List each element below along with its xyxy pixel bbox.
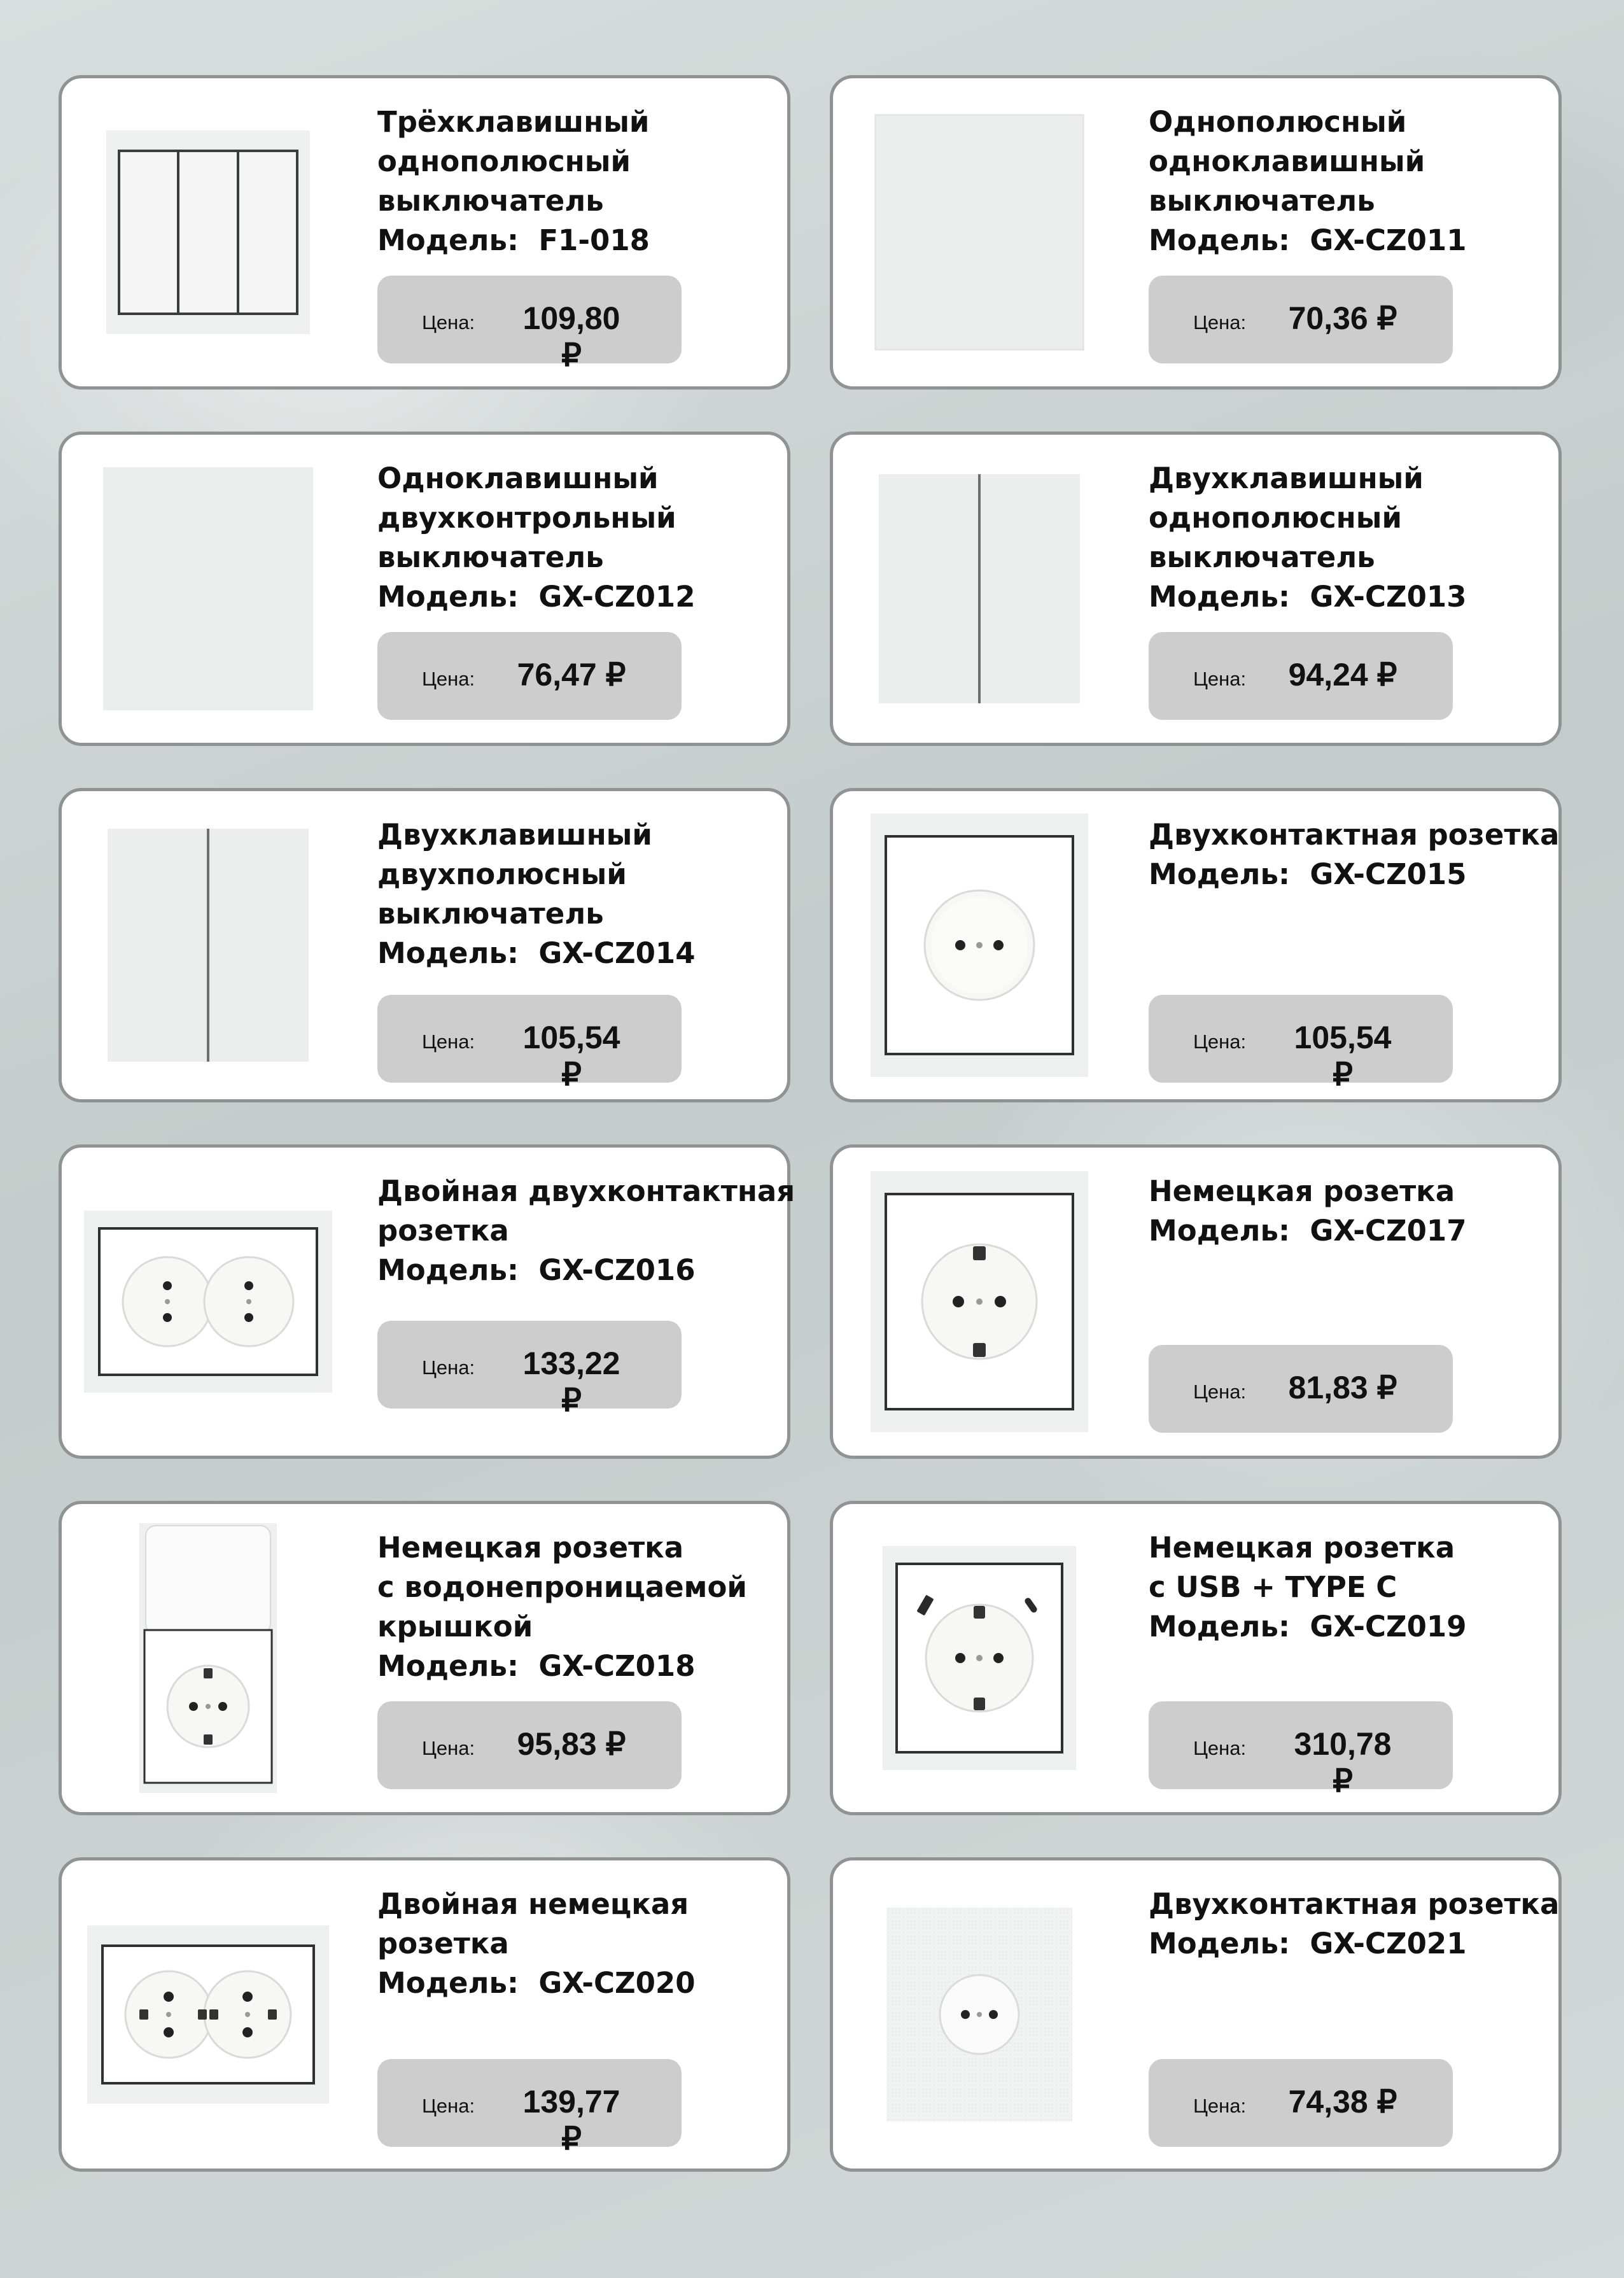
model-line: Модель: GX-CZ021 (1149, 1927, 1467, 1960)
price-value: 94,24 ₽ (1288, 657, 1397, 693)
product-title: Трёхклавишный однополюсный выключатель Модель: F1-018 (377, 102, 785, 260)
model-line: Модель: GX-CZ011 (1149, 223, 1467, 257)
price-box: Цена: 74,38 ₽ (1149, 2059, 1453, 2147)
model-line: Модель: GX-CZ016 (377, 1253, 696, 1287)
price-value: 76,47 ₽ (517, 657, 626, 693)
model-line: Модель: F1-018 (377, 223, 650, 257)
price-box: Цена: 70,36 ₽ (1149, 276, 1453, 363)
price-value: 105,54 ₽ (1294, 1020, 1392, 1092)
product-card (59, 1857, 790, 2172)
two-gang-switch-image (852, 435, 1107, 743)
price-value: 95,83 ₽ (517, 1726, 626, 1762)
price-box: Цена: 94,24 ₽ (1149, 632, 1453, 720)
price-box: Цена: 105,54 ₽ (377, 995, 682, 1083)
product-title: Двухконтактная розетка Модель: GX-CZ021 (1149, 1885, 1556, 1964)
price-box: Цена: 109,80 ₽ (377, 276, 682, 363)
product-title: Немецкая розетка с водонепроницаемой крышкой Модель: GX-CZ018 (377, 1528, 785, 1686)
product-title: Двойная двухконтактная розетка Модель: GX-CZ016 (377, 1172, 785, 1290)
price-value: 109,80 ₽ (522, 300, 620, 373)
product-title: Двухконтактная розетка Модель: GX-CZ015 (1149, 815, 1556, 894)
price-box: Цена: 76,47 ₽ (377, 632, 682, 720)
price-value: 70,36 ₽ (1288, 300, 1397, 336)
double-two-pin-socket-image (81, 1148, 335, 1456)
product-card (830, 75, 1562, 390)
price-box: Цена: 105,54 ₽ (1149, 995, 1453, 1083)
product-title: Двухклавишный однополюсный выключатель Модель: GX-CZ013 (1149, 459, 1556, 617)
product-card (59, 788, 790, 1102)
one-gang-switch-image (852, 78, 1107, 386)
product-card (830, 1857, 1562, 2172)
two-gang-double-pole-switch-image (81, 791, 335, 1099)
model-line: Модель: GX-CZ019 (1149, 1610, 1467, 1643)
two-pin-socket-textured-image (852, 1860, 1107, 2169)
price-box: Цена: 139,77 ₽ (377, 2059, 682, 2147)
product-card (59, 1501, 790, 1815)
price-value: 105,54 ₽ (522, 1020, 620, 1092)
product-title: Двойная немецкая розетка Модель: GX-CZ020 (377, 1885, 785, 2003)
product-title: Однополюсный одноклавишный выключатель Модель: GX-CZ011 (1149, 102, 1556, 260)
price-value: 133,22 ₽ (522, 1346, 620, 1418)
one-gang-two-way-switch-image (81, 435, 335, 743)
price-box: Цена: 81,83 ₽ (1149, 1345, 1453, 1433)
product-title: Одноклавишный двухконтрольный выключатель Модель: GX-CZ012 (377, 459, 785, 617)
model-line: Модель: GX-CZ013 (1149, 580, 1467, 614)
product-title: Двухклавишный двухполюсный выключатель Модель: GX-CZ014 (377, 815, 785, 973)
product-card (59, 75, 790, 390)
price-box: Цена: 310,78 ₽ (1149, 1701, 1453, 1789)
price-value: 74,38 ₽ (1288, 2084, 1397, 2120)
schuko-usb-socket-image (852, 1504, 1107, 1812)
model-line: Модель: GX-CZ017 (1149, 1214, 1467, 1248)
product-card (830, 1144, 1562, 1459)
product-card (59, 1144, 795, 1459)
model-line: Модель: GX-CZ020 (377, 1966, 696, 2000)
schuko-socket-image (852, 1148, 1107, 1456)
model-line: Модель: GX-CZ018 (377, 1649, 696, 1683)
product-card (830, 788, 1562, 1102)
model-line: Модель: GX-CZ015 (1149, 857, 1467, 891)
waterproof-schuko-socket-image (81, 1504, 335, 1812)
two-pin-socket-image (852, 791, 1107, 1099)
model-line: Модель: GX-CZ012 (377, 580, 696, 614)
product-title: Немецкая розетка Модель: GX-CZ017 (1149, 1172, 1556, 1251)
price-box: Цена: 95,83 ₽ (377, 1701, 682, 1789)
three-gang-switch-image (81, 78, 335, 386)
price-box: Цена: 133,22 ₽ (377, 1321, 682, 1409)
product-title: Немецкая розетка с USB + TYPE C Модель: GX-CZ019 (1149, 1528, 1556, 1647)
price-value: 81,83 ₽ (1288, 1370, 1397, 1405)
product-card (830, 1501, 1562, 1815)
model-line: Модель: GX-CZ014 (377, 936, 696, 970)
product-card (830, 432, 1562, 746)
price-value: 310,78 ₽ (1294, 1726, 1392, 1799)
price-value: 139,77 ₽ (522, 2084, 620, 2156)
product-card (59, 432, 790, 746)
double-schuko-socket-image (81, 1860, 335, 2169)
